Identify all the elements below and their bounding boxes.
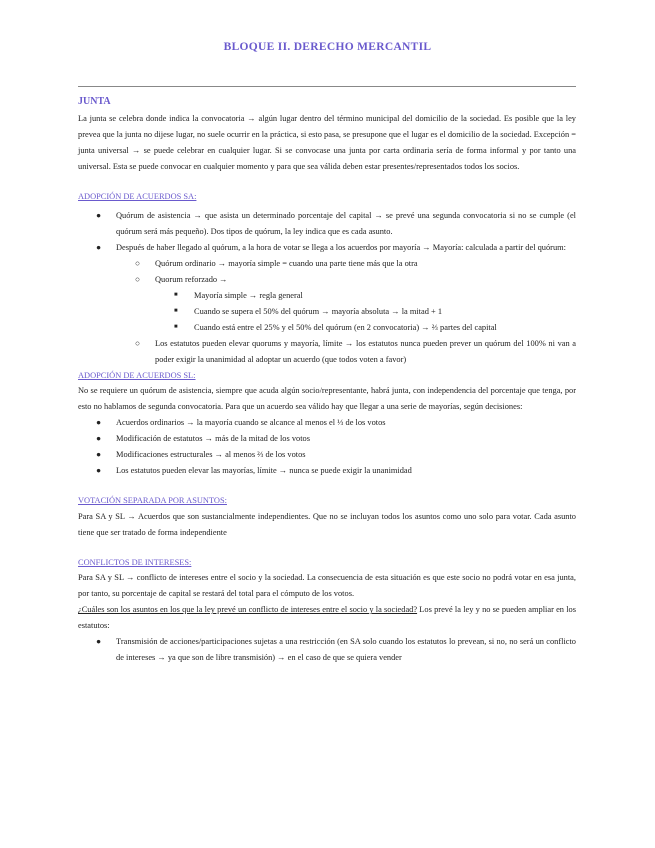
sa-heading: ADOPCIÓN DE ACUERDOS SA: (78, 191, 197, 201)
junta-heading: JUNTA (78, 96, 111, 107)
sa-item-mayoria: Después de haber llegado al quórum, a la hora de votar se llega a los acuerdos por mayoría → Mayoría: calculada a partir del quórum: (116, 243, 566, 253)
sl-item: Modificaciones estructurales → al menos ⅔ de los votos (116, 450, 306, 460)
list-item (78, 415, 576, 431)
list-item (78, 208, 576, 240)
square-marker: ■ (174, 323, 178, 330)
document-body (78, 94, 576, 666)
sa-sub-absoluta: Cuando se supera el 50% del quórum → mayoría absoluta → la mitad + 1 (194, 306, 443, 316)
circle-marker: ○ (135, 259, 141, 269)
conflictos-item-transmision: Transmisión de acciones/participaciones sujetas a una restricción (en SA solo cuando los estatutos lo prevean, si no, no será un conflicto de intereses → ya que son de libre transmisión) → en el caso de que se quiera vender (116, 637, 576, 662)
sa-sub-estatutos: Los estatutos pueden elevar quorums y mayoría, límite → los estatutos nunca pueden prever un quórum del 100% ni van a poder exigir la unanimidad al adoptar un acuerdo (que todos voten a favor) (155, 338, 576, 364)
sa-list (78, 208, 576, 367)
bullet-marker: ● (96, 211, 102, 221)
square-marker: ■ (174, 307, 178, 314)
conflictos-question-rest: Los prevé la ley y no se pueden ampliar en los estatutos: (78, 605, 576, 631)
sa-sub-reforzado: Quorum reforzado → (155, 275, 228, 285)
junta-paragraph: La junta se celebra donde indica la convocatoria → algún lugar dentro del término municipal del domicilio de la sociedad. Es posible que la ley prevea que la junta no dijese lugar, no suele ocurrir en la práctica, si esto pasa, se presupone que el lugar es el domicilio de la sociedad. Excepción = junta universal → se puede celebrar en cualquier lugar. Si se convocase una junta por carta ordinaria sería de forma informal y por tanto una universal. Esta se puede convocar en cualquier momento y para que sea válida deben estar presentes/representados todos los socios. (78, 113, 576, 171)
list-item (78, 431, 576, 447)
list-item (78, 634, 576, 666)
list-item (78, 304, 576, 320)
bullet-marker: ● (96, 434, 102, 444)
list-item (78, 320, 576, 336)
list-item (78, 272, 576, 288)
list-item (78, 336, 576, 368)
title-divider (78, 86, 576, 87)
sl-list (78, 415, 576, 479)
conflictos-question-paragraph (78, 602, 576, 634)
conflictos-heading: CONFLICTOS DE INTERESES: (78, 557, 192, 567)
list-item (78, 256, 576, 272)
conflictos-question: ¿Cuáles son los asuntos en los que la ley prevé un conflicto de intereses entre el socio y la sociedad? (78, 605, 418, 615)
votacion-heading: VOTACIÓN SEPARADA POR ASUNTOS: (78, 495, 227, 505)
bullet-marker: ● (96, 637, 102, 647)
sa-sub-dos-tercios: Cuando está entre el 25% y el 50% del quórum (en 2 convocatoria) → ⅔ partes del capital (194, 322, 497, 332)
bullet-marker: ● (96, 243, 102, 253)
sl-item: Los estatutos pueden elevar las mayorías, límite → nunca se puede exigir la unanimidad (116, 465, 412, 475)
bullet-marker: ● (96, 418, 102, 428)
list-item (78, 240, 576, 256)
sl-item: Modificación de estatutos → más de la mitad de los votos (116, 434, 310, 444)
votacion-paragraph: Para SA y SL → Acuerdos que son sustancialmente independientes. Que no se incluyan todos los asuntos como uno solo para votar. Cada asunto tiene que ser tratado de forma independiente (78, 511, 576, 537)
sa-item-quorum: Quórum de asistencia → que asista un determinado porcentaje del capital → se prevé una segunda convocatoria si no se cumple (el quórum será más pequeño). Dos tipos de quórum, la ley indica que es cada asunto. (116, 211, 576, 237)
sa-sub-simple: Mayoría simple → regla general (194, 290, 303, 300)
conflictos-list (78, 634, 576, 666)
circle-marker: ○ (135, 275, 141, 285)
document-title: BLOQUE II. DERECHO MERCANTIL (223, 41, 432, 53)
list-item (78, 288, 576, 304)
list-item (78, 447, 576, 463)
sl-item: Acuerdos ordinarios → la mayoría cuando se alcance al menos el ⅓ de los votos (116, 418, 386, 428)
bullet-marker: ● (96, 465, 102, 475)
conflictos-paragraph: Para SA y SL → conflicto de intereses entre el socio y la sociedad. La consecuencia de esta situación es que este socio no podrá votar en esa junta, por tanto, su porcentaje de capital se restará del total para el cómputo de los votos. (78, 573, 576, 599)
bullet-marker: ● (96, 450, 102, 460)
sl-heading: ADOPCIÓN DE ACUERDOS SL: (78, 370, 196, 380)
sl-paragraph: No se requiere un quórum de asistencia, siempre que acuda algún socio/representante, habrá junta, con independencia del porcentaje que tenga, por esto no hablamos de segunda convocatoria. Para que un acuerdo sea válido hay que llegar a una serie de mayorías, según decisiones: (78, 386, 576, 412)
square-marker: ■ (174, 291, 178, 298)
circle-marker: ○ (135, 338, 141, 348)
sa-sub-ordinario: Quórum ordinario → mayoría simple = cuando una parte tiene más que la otra (155, 259, 418, 269)
list-item (78, 463, 576, 479)
